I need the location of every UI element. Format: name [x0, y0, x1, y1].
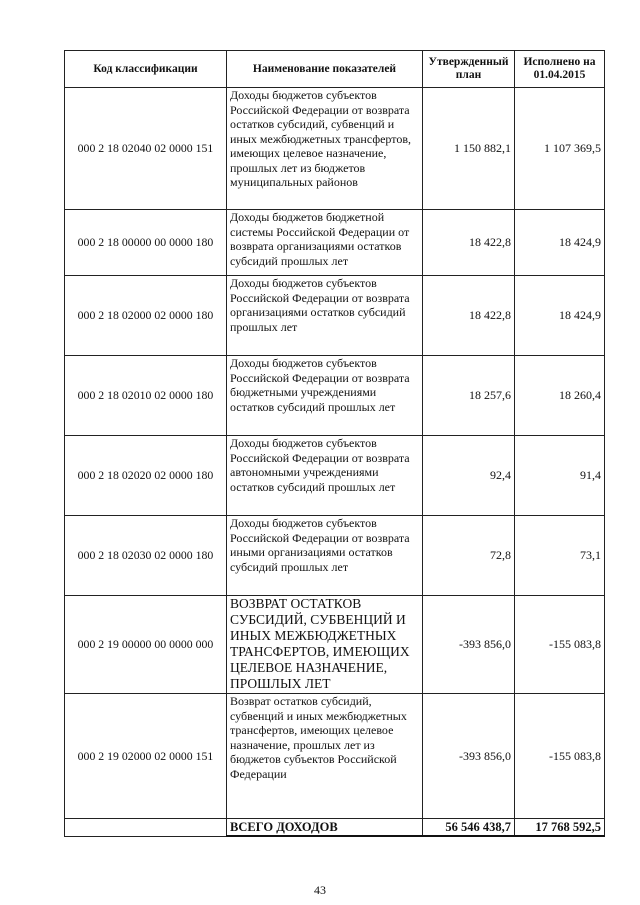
table-row — [65, 210, 605, 276]
plan-value: 1 150 882,1 — [423, 88, 515, 210]
indicator-name: ВОЗВРАТ ОСТАТКОВ СУБСИДИЙ, СУБВЕНЦИЙ И ИНЫХ МЕЖБЮДЖЕТНЫХ ТРАНСФЕРТОВ, ИМЕЮЩИХ ЦЕЛЕВОЕ НАЗНАЧЕНИЕ, ПРОШЛЫХ ЛЕТ — [227, 596, 423, 694]
executed-value: -155 083,8 — [515, 596, 605, 694]
classification-code: 000 2 18 02040 02 0000 151 — [65, 88, 227, 210]
executed-value: 1 107 369,5 — [515, 88, 605, 210]
classification-code: 000 2 19 02000 02 0000 151 — [65, 694, 227, 819]
page-number: 43 — [314, 883, 326, 897]
classification-code: 000 2 18 02000 02 0000 180 — [65, 276, 227, 356]
total-plan: 56 546 438,7 — [423, 819, 515, 837]
plan-value: -393 856,0 — [423, 694, 515, 819]
classification-code: 000 2 18 02010 02 0000 180 — [65, 356, 227, 436]
header-name: Наименование показателей — [227, 51, 423, 88]
header-executed: Исполнено на 01.04.2015 — [515, 51, 605, 88]
table-row — [65, 694, 605, 819]
plan-value: -393 856,0 — [423, 596, 515, 694]
executed-value: 91,4 — [515, 436, 605, 516]
executed-value: 18 260,4 — [515, 356, 605, 436]
classification-code: 000 2 18 02030 02 0000 180 — [65, 516, 227, 596]
executed-value: 73,1 — [515, 516, 605, 596]
total-label: ВСЕГО ДОХОДОВ — [227, 819, 423, 837]
header-code: Код классификации — [65, 51, 227, 88]
indicator-name: Доходы бюджетов субъектов Российской Федерации от возврата иными организациями остатков субсидий прошлых лет — [227, 516, 423, 596]
executed-value: 18 424,9 — [515, 210, 605, 276]
total-row — [65, 819, 605, 837]
plan-value: 92,4 — [423, 436, 515, 516]
table-row — [65, 596, 605, 694]
indicator-name: Доходы бюджетов субъектов Российской Федерации от возврата бюджетными учреждениями остатков субсидий прошлых лет — [227, 356, 423, 436]
classification-code: 000 2 18 00000 00 0000 180 — [65, 210, 227, 276]
indicator-name: Доходы бюджетов субъектов Российской Федерации от возврата организациями остатков субсидий прошлых лет — [227, 276, 423, 356]
table-row — [65, 436, 605, 516]
table-row — [65, 356, 605, 436]
indicator-name: Доходы бюджетов субъектов Российской Федерации от возврата автономными учреждениями остатков субсидий прошлых лет — [227, 436, 423, 516]
total-code-cell — [65, 819, 227, 837]
table-header-row — [65, 51, 605, 88]
revenue-table — [64, 50, 605, 837]
classification-code: 000 2 18 02020 02 0000 180 — [65, 436, 227, 516]
indicator-name: Доходы бюджетов субъектов Российской Федерации от возврата остатков субсидий, субвенций и иных межбюджетных трансфертов, имеющих целевое назначение, прошлых лет из бюджетов муниципальных районов — [227, 88, 423, 210]
classification-code: 000 2 19 00000 00 0000 000 — [65, 596, 227, 694]
executed-value: -155 083,8 — [515, 694, 605, 819]
plan-value: 72,8 — [423, 516, 515, 596]
total-executed: 17 768 592,5 — [515, 819, 605, 837]
table-row — [65, 516, 605, 596]
executed-value: 18 424,9 — [515, 276, 605, 356]
header-plan: Утвержденный план — [423, 51, 515, 88]
table-row — [65, 276, 605, 356]
indicator-name: Доходы бюджетов бюджетной системы Российской Федерации от возврата организациями остатков субсидий прошлых лет — [227, 210, 423, 276]
indicator-name: Возврат остатков субсидий, субвенций и иных межбюджетных трансфертов, имеющих целевое назначение, прошлых лет из бюджетов субъектов Российской Федерации — [227, 694, 423, 819]
table-row — [65, 88, 605, 210]
plan-value: 18 257,6 — [423, 356, 515, 436]
plan-value: 18 422,8 — [423, 276, 515, 356]
plan-value: 18 422,8 — [423, 210, 515, 276]
